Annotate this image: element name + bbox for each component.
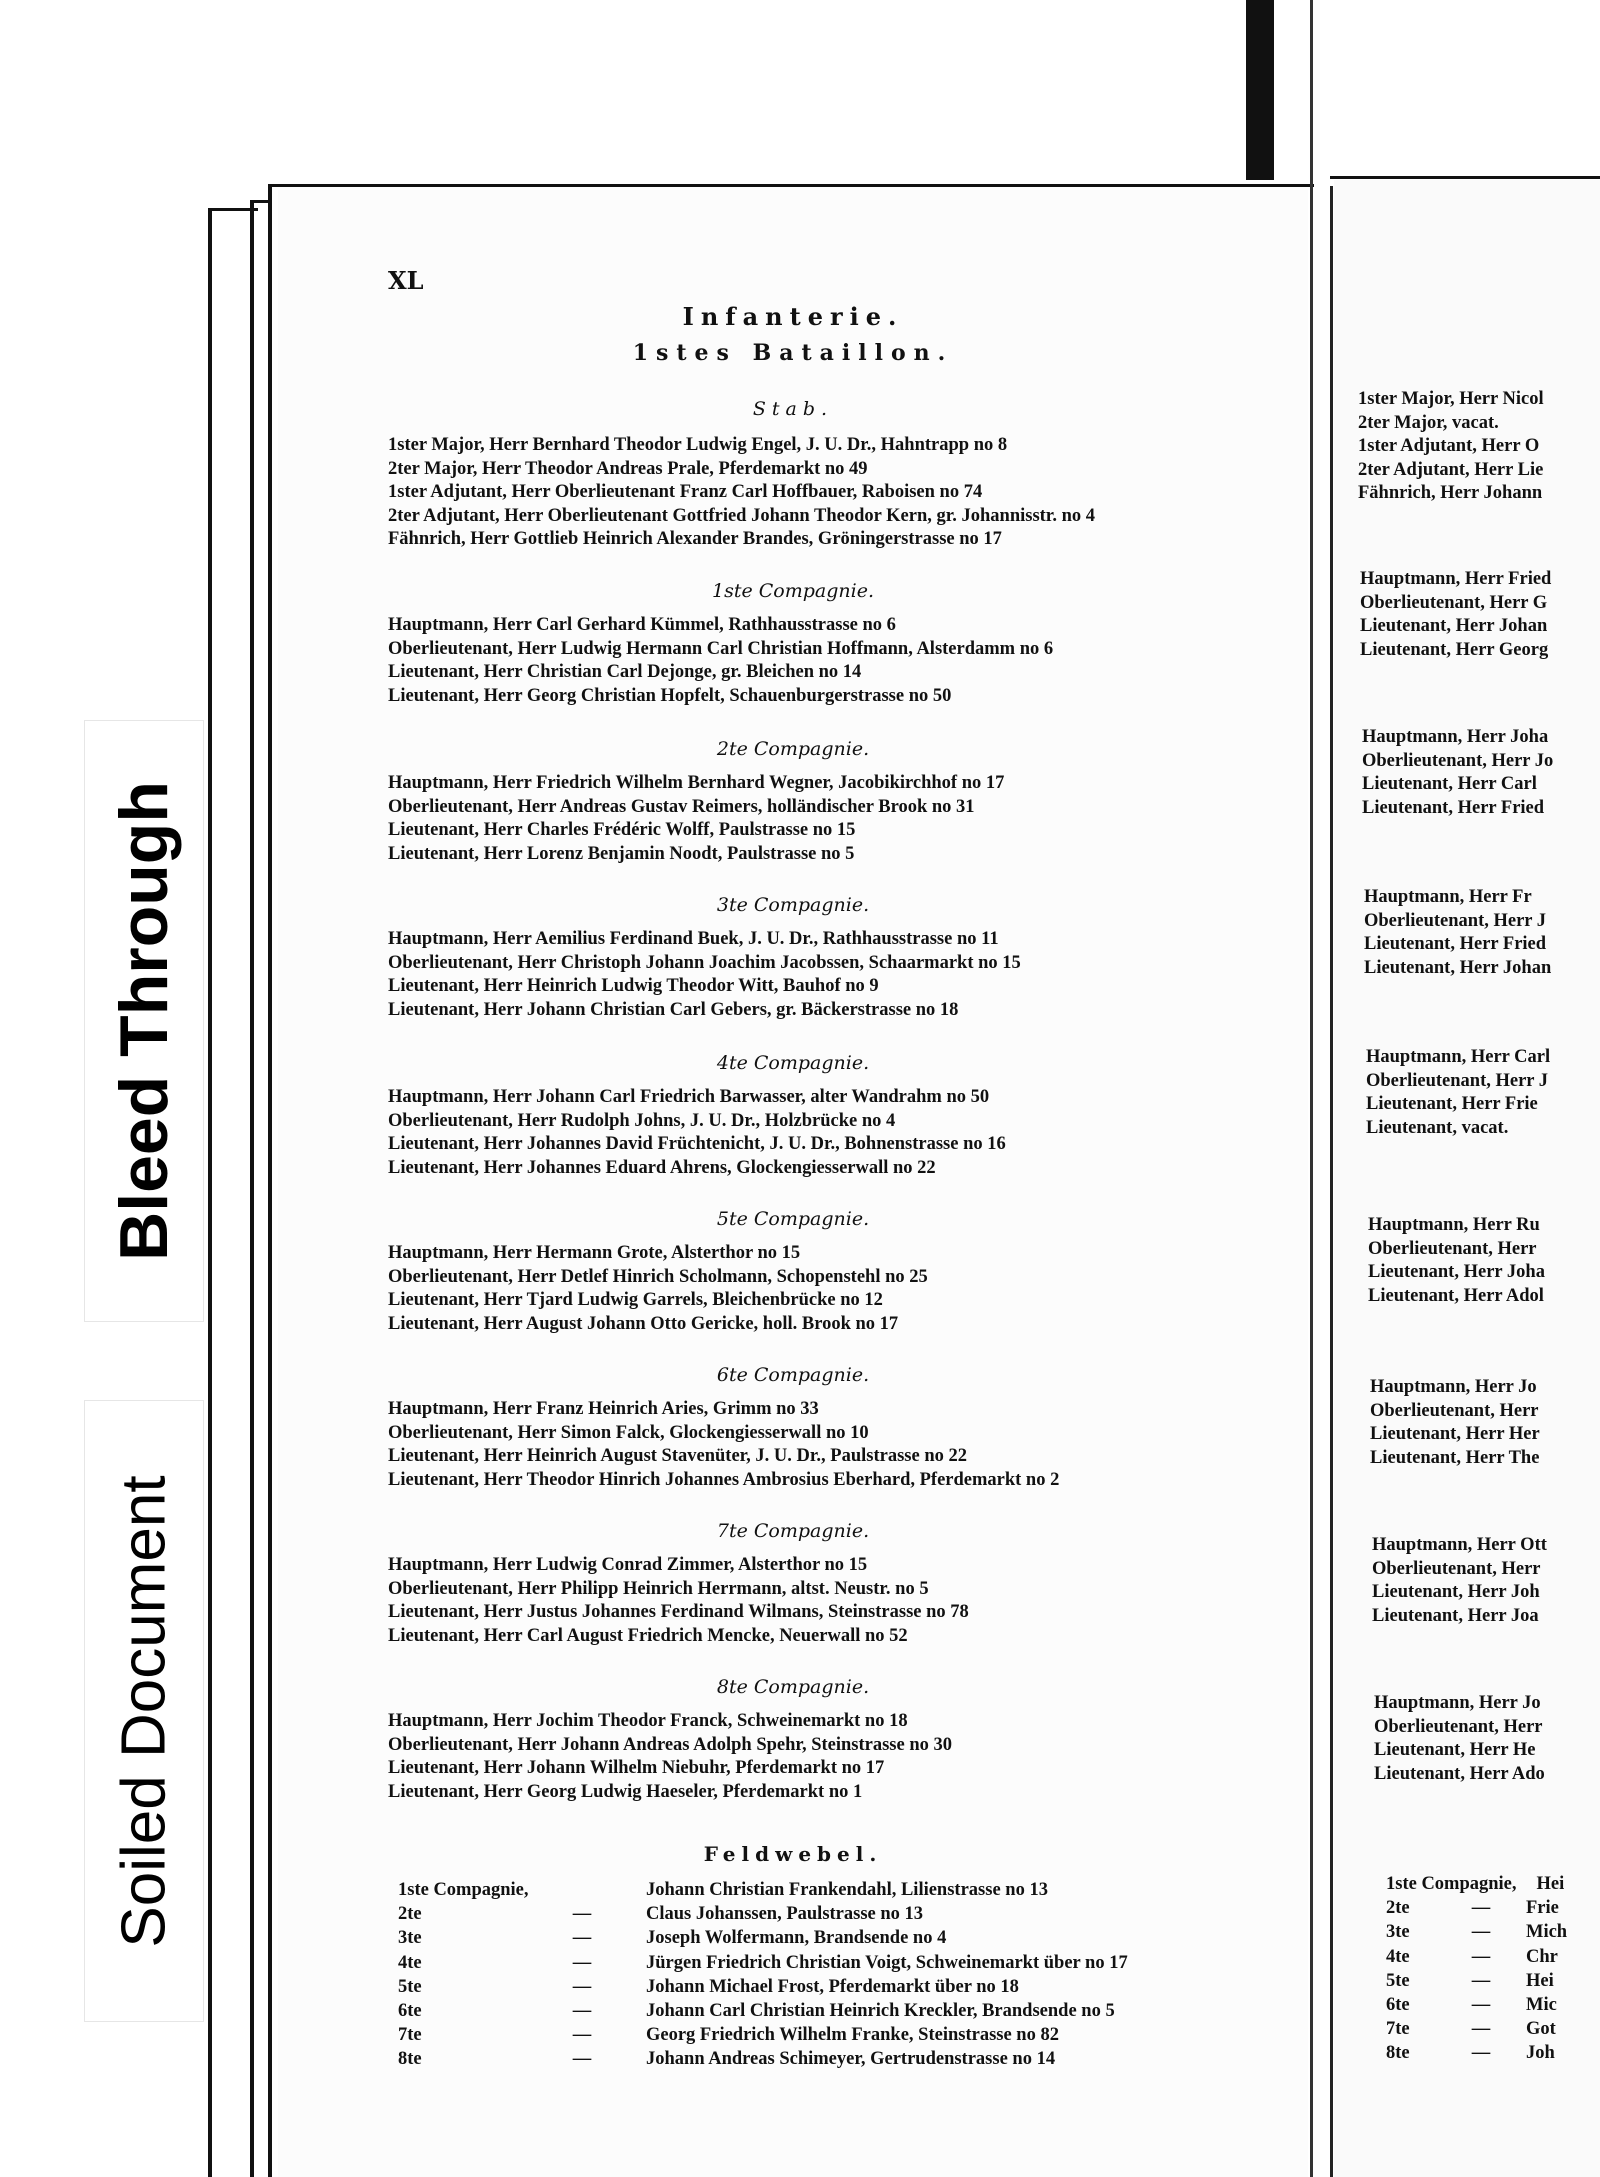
p2-group <box>1374 1692 1600 1786</box>
list-item <box>1386 2041 1600 2065</box>
document-page <box>278 190 1308 2177</box>
company-heading: 5te Compagnie. <box>716 1208 870 1230</box>
list-item: 1ster Adjutant, Herr O <box>1358 436 1540 457</box>
list-item: Lieutenant, Herr Theodor Hinrich Johannes Ambrosius Eberhard, Pferdemarkt no 2 <box>388 1469 1060 1490</box>
list-item: Lieutenant, Herr Charles Frédéric Wolff, Paulstrasse no 15 <box>388 820 856 841</box>
list-item: Lieutenant, Herr He <box>1374 1740 1536 1761</box>
entry-text: Johann Andreas Schimeyer, Gertrudenstrasse no 14 <box>646 2049 1056 2070</box>
p2-group <box>1362 726 1600 820</box>
list-item: Hauptmann, Herr Ludwig Conrad Zimmer, Alsterthor no 15 <box>388 1555 868 1575</box>
list-item: Lieutenant, Herr Carl <box>1362 774 1537 795</box>
page-title: Infanterie. <box>682 302 904 331</box>
list-item: Oberlieutenant, Herr Ludwig Hermann Carl Christian Hoffmann, Alsterdamm no 6 <box>388 638 1054 659</box>
entry-text: Claus Johanssen, Paulstrasse no 13 <box>646 1904 924 1925</box>
list-item <box>1386 1969 1600 1993</box>
p2-group <box>1360 568 1600 662</box>
list-item: Lieutenant, Herr Justus Johannes Ferdinand Wilmans, Steinstrasse no 78 <box>388 1602 969 1623</box>
company-ordinal: 5te <box>1386 1970 1410 1991</box>
company-list <box>388 1086 1288 1180</box>
list-item: Lieutenant, Herr Carl August Friedrich Mencke, Neuerwall no 52 <box>388 1625 908 1646</box>
list-item: Lieutenant, Herr August Johann Otto Gericke, holl. Brook no 17 <box>388 1313 899 1334</box>
list-item: Hauptmann, Herr Joha <box>1362 727 1549 747</box>
entry-text: Got <box>1526 2019 1556 2040</box>
company-heading: 7te Compagnie. <box>716 1520 870 1542</box>
list-item: Lieutenant, Herr Georg Ludwig Haeseler, Pferdemarkt no 1 <box>388 1781 863 1802</box>
list-item: Hauptmann, Herr Ott <box>1372 1535 1547 1555</box>
company-ordinal: 5te <box>398 1976 422 1997</box>
ditto-dash: — <box>1471 1970 1491 1991</box>
ditto-dash: — <box>572 2025 592 2046</box>
list-item: Hauptmann, Herr Hermann Grote, Alsterthor no 15 <box>388 1243 801 1263</box>
list-item: Hauptmann, Herr Johann Carl Friedrich Barwasser, alter Wandrahm no 50 <box>388 1087 990 1107</box>
list-item: Lieutenant, Herr Frie <box>1366 1094 1538 1115</box>
list-item: Oberlieutenant, Herr Andreas Gustav Reimers, holländischer Brook no 31 <box>388 796 975 817</box>
list-item: 2ter Adjutant, Herr Lie <box>1358 459 1544 480</box>
list-item <box>398 1951 1278 1975</box>
feldwebel-heading: Feldwebel. <box>703 1842 883 1866</box>
entry-text: Georg Friedrich Wilhelm Franke, Steinstrasse no 82 <box>646 2025 1059 2046</box>
company-ordinal: 4te <box>398 1952 422 1973</box>
company-heading: 8te Compagnie. <box>716 1676 870 1698</box>
company-ordinal: 2te <box>1386 1898 1410 1919</box>
list-item: Hauptmann, Herr Friedrich Wilhelm Bernhard Wegner, Jacobikirchhof no 17 <box>388 773 1005 793</box>
list-item: Oberlieutenant, Herr <box>1368 1238 1537 1259</box>
list-item: Lieutenant, Herr Johann Christian Carl Gebers, gr. Bäckerstrasse no 18 <box>388 999 959 1020</box>
list-item: Oberlieutenant, Herr <box>1370 1400 1539 1421</box>
list-item: Lieutenant, Herr Georg <box>1360 639 1549 660</box>
list-item: Hauptmann, Herr Franz Heinrich Aries, Grimm no 33 <box>388 1399 819 1419</box>
list-item: Hauptmann, Herr Carl <box>1366 1047 1551 1067</box>
list-item: Lieutenant, Herr Fried <box>1364 934 1547 955</box>
list-item: Oberlieutenant, Herr Jo <box>1362 750 1554 771</box>
entry-text: Johann Carl Christian Heinrich Kreckler, Brandsende no 5 <box>646 2001 1115 2022</box>
company-heading: 6te Compagnie. <box>716 1364 870 1386</box>
list-item <box>1386 2017 1600 2041</box>
book-edge-outer <box>208 208 212 2177</box>
list-item <box>1386 1920 1600 1944</box>
entry-text: Hei <box>1536 1874 1565 1894</box>
gutter-line-right <box>1330 186 1333 2177</box>
list-item: Oberlieutenant, Herr J <box>1366 1070 1549 1091</box>
list-item: Hauptmann, Herr Jo <box>1374 1693 1541 1713</box>
ditto-dash: — <box>1471 1995 1491 2016</box>
entry-text: Mic <box>1526 1995 1557 2016</box>
ditto-dash: — <box>1471 1922 1491 1943</box>
list-item <box>398 2047 1278 2071</box>
entry-text: Mich <box>1526 1922 1568 1943</box>
ditto-dash: — <box>572 2001 592 2022</box>
stab-heading: Stab. <box>752 398 834 420</box>
company-list <box>388 928 1288 1022</box>
company-ordinal: 2te <box>398 1904 422 1925</box>
list-item: Lieutenant, Herr Joha <box>1368 1262 1545 1283</box>
list-item <box>398 1878 1278 1902</box>
list-item: Hauptmann, Herr Carl Gerhard Kümmel, Rathhausstrasse no 6 <box>388 615 896 635</box>
company-list <box>388 1398 1288 1492</box>
ditto-dash: — <box>572 1952 592 1973</box>
list-item <box>398 1926 1278 1950</box>
stab-list <box>388 434 1288 552</box>
list-item: Lieutenant, Herr Joh <box>1372 1582 1540 1603</box>
list-item: Lieutenant, Herr Adol <box>1368 1285 1544 1306</box>
list-item: Lieutenant, Herr Her <box>1370 1424 1540 1445</box>
list-item: Oberlieutenant, Herr <box>1372 1558 1541 1579</box>
list-item: Oberlieutenant, Herr G <box>1360 592 1548 613</box>
list-item: Lieutenant, Herr Johannes David Früchtenicht, J. U. Dr., Bohnenstrasse no 16 <box>388 1134 1006 1155</box>
book-edge-inner <box>250 200 254 2177</box>
list-item: Lieutenant, vacat. <box>1366 1117 1509 1138</box>
company-list <box>388 772 1288 866</box>
list-item: Hauptmann, Herr Jochim Theodor Franck, Schweinemarkt no 18 <box>388 1711 908 1731</box>
entry-text: Hei <box>1526 1970 1554 1991</box>
list-item: Lieutenant, Herr Lorenz Benjamin Noodt, Paulstrasse no 5 <box>388 843 855 864</box>
list-item: Lieutenant, Herr Johannes Eduard Ahrens, Glockengiesserwall no 22 <box>388 1157 936 1178</box>
list-item: Oberlieutenant, Herr Rudolph Johns, J. U. Dr., Holzbrücke no 4 <box>388 1110 896 1131</box>
ditto-dash: — <box>572 1928 592 1949</box>
list-item: Hauptmann, Herr Aemilius Ferdinand Buek, J. U. Dr., Rathhausstrasse no 11 <box>388 929 999 949</box>
feldwebel-list <box>398 1878 1278 2072</box>
list-item: 2ter Major, vacat. <box>1358 412 1499 433</box>
p2-feldwebel-list <box>1386 1872 1600 2066</box>
company-ordinal: 8te <box>398 2049 422 2070</box>
p2-group <box>1368 1214 1600 1308</box>
list-item <box>1386 1872 1600 1896</box>
ditto-dash: — <box>572 2049 592 2070</box>
list-item: Oberlieutenant, Herr Philipp Heinrich Herrmann, altst. Neustr. no 5 <box>388 1578 929 1599</box>
bookmark-ribbon <box>1246 0 1274 180</box>
company-ordinal: 3te <box>1386 1922 1410 1943</box>
company-ordinal: 7te <box>398 2025 422 2046</box>
entry-text: Frie <box>1526 1898 1559 1919</box>
list-item: 2ter Major, Herr Theodor Andreas Prale, Pferdemarkt no 49 <box>388 458 868 479</box>
ditto-dash: — <box>1471 1898 1491 1919</box>
list-item: Hauptmann, Herr Ru <box>1368 1215 1540 1235</box>
entry-text: Johann Michael Frost, Pferdemarkt über no 18 <box>646 1976 1019 1997</box>
company-ordinal: 3te <box>398 1928 422 1949</box>
company-heading: 1ste Compagnie. <box>711 580 874 602</box>
list-item: Lieutenant, Herr Georg Christian Hopfelt, Schauenburgerstrasse no 50 <box>388 685 952 706</box>
p2-group <box>1364 886 1600 980</box>
company-list <box>388 1554 1288 1648</box>
ditto-dash: — <box>572 1976 592 1997</box>
list-item: Lieutenant, Herr Christian Carl Dejonge, gr. Bleichen no 14 <box>388 662 862 683</box>
list-item <box>1386 1945 1600 1969</box>
page-subtitle: 1stes Bataillon. <box>632 340 954 366</box>
list-item: 2ter Adjutant, Herr Oberlieutenant Gottfried Johann Theodor Kern, gr. Johannisstr. no 4 <box>388 505 1095 526</box>
list-item: Hauptmann, Herr Jo <box>1370 1377 1537 1397</box>
list-item: Lieutenant, Herr Heinrich Ludwig Theodor Witt, Bauhof no 9 <box>388 976 879 997</box>
list-item: Oberlieutenant, Herr Christoph Johann Joachim Jacobssen, Schaarmarkt no 15 <box>388 952 1021 973</box>
soiled-document-text: Soiled Document <box>109 1474 179 1948</box>
list-item: Fähnrich, Herr Johann <box>1358 483 1543 504</box>
page-folio: XL <box>388 266 424 295</box>
entry-text: Johann Christian Frankendahl, Lilienstrasse no 13 <box>646 1880 1048 1900</box>
company-ordinal: 1ste Compagnie, <box>398 1880 529 1900</box>
ditto-dash: — <box>1471 1946 1491 1967</box>
p2-group <box>1358 388 1600 506</box>
company-list <box>388 614 1288 708</box>
list-item: Lieutenant, Herr Johan <box>1360 616 1548 637</box>
company-ordinal: 6te <box>398 2001 422 2022</box>
list-item <box>1386 1993 1600 2017</box>
list-item: Oberlieutenant, Herr Johann Andreas Adolph Spehr, Steinstrasse no 30 <box>388 1734 952 1755</box>
p2-group <box>1370 1376 1600 1470</box>
list-item: Lieutenant, Herr Heinrich August Stavenüter, J. U. Dr., Paulstrasse no 22 <box>388 1446 967 1467</box>
soiled-document-label <box>84 1400 204 2022</box>
list-item: Oberlieutenant, Herr J <box>1364 910 1547 931</box>
list-item: 1ster Adjutant, Herr Oberlieutenant Franz Carl Hoffbauer, Raboisen no 74 <box>388 482 983 503</box>
ditto-dash: — <box>572 1904 592 1925</box>
company-ordinal: 4te <box>1386 1946 1410 1967</box>
ditto-dash: — <box>1471 2043 1491 2064</box>
gutter-line <box>1310 0 1313 2177</box>
list-item <box>398 1999 1278 2023</box>
list-item <box>398 1975 1278 1999</box>
entry-text: Joh <box>1526 2043 1555 2064</box>
page-edge-left <box>268 186 272 2177</box>
list-item: Oberlieutenant, Herr <box>1374 1716 1543 1737</box>
book-edge-inner-top <box>250 200 268 203</box>
company-ordinal: 8te <box>1386 2043 1410 2064</box>
p2-group <box>1372 1534 1600 1628</box>
list-item: Oberlieutenant, Herr Simon Falck, Glockengiesserwall no 10 <box>388 1422 869 1443</box>
entry-text: Joseph Wolfermann, Brandsende no 4 <box>646 1928 947 1949</box>
list-item: Lieutenant, Herr Johan <box>1364 957 1552 978</box>
company-list <box>388 1710 1288 1804</box>
company-heading: 2te Compagnie. <box>716 738 870 760</box>
bleed-through-label <box>84 720 204 1322</box>
p2-group <box>1366 1046 1600 1140</box>
company-heading: 4te Compagnie. <box>716 1052 870 1074</box>
list-item: Lieutenant, Herr The <box>1370 1447 1540 1468</box>
list-item: Hauptmann, Herr Fr <box>1364 887 1532 907</box>
entry-text: Chr <box>1526 1946 1558 1967</box>
company-heading: 3te Compagnie. <box>716 894 870 916</box>
list-item: Lieutenant, Herr Fried <box>1362 797 1545 818</box>
company-list <box>388 1242 1288 1336</box>
company-ordinal: 6te <box>1386 1995 1410 2016</box>
next-page-partial <box>1334 180 1600 2177</box>
list-item: 1ster Major, Herr Nicol <box>1358 389 1544 409</box>
list-item: Hauptmann, Herr Fried <box>1360 569 1552 589</box>
list-item <box>398 1902 1278 1926</box>
company-ordinal: 7te <box>1386 2019 1410 2040</box>
list-item: Lieutenant, Herr Johann Wilhelm Niebuhr, Pferdemarkt no 17 <box>388 1758 885 1779</box>
bleed-through-text: Bleed Through <box>106 781 183 1261</box>
ditto-dash: — <box>1471 2019 1491 2040</box>
list-item: Lieutenant, Herr Tjard Ludwig Garrels, Bleichenbrücke no 12 <box>388 1290 883 1311</box>
page-edge-top <box>268 184 1314 187</box>
list-item: Lieutenant, Herr Joa <box>1372 1605 1539 1626</box>
company-ordinal: 1ste Compagnie, <box>1386 1874 1517 1894</box>
list-item <box>1386 1896 1600 1920</box>
right-page-top-edge <box>1330 176 1600 179</box>
list-item: Fähnrich, Herr Gottlieb Heinrich Alexander Brandes, Gröningerstrasse no 17 <box>388 529 1002 550</box>
ditto-dash <box>518 1878 646 1902</box>
list-item: 1ster Major, Herr Bernhard Theodor Ludwig Engel, J. U. Dr., Hahntrapp no 8 <box>388 435 1008 455</box>
list-item: Oberlieutenant, Herr Detlef Hinrich Scholmann, Schopenstehl no 25 <box>388 1266 928 1287</box>
entry-text: Jürgen Friedrich Christian Voigt, Schweinemarkt über no 17 <box>646 1952 1128 1973</box>
list-item <box>398 2023 1278 2047</box>
list-item: Lieutenant, Herr Ado <box>1374 1763 1545 1784</box>
